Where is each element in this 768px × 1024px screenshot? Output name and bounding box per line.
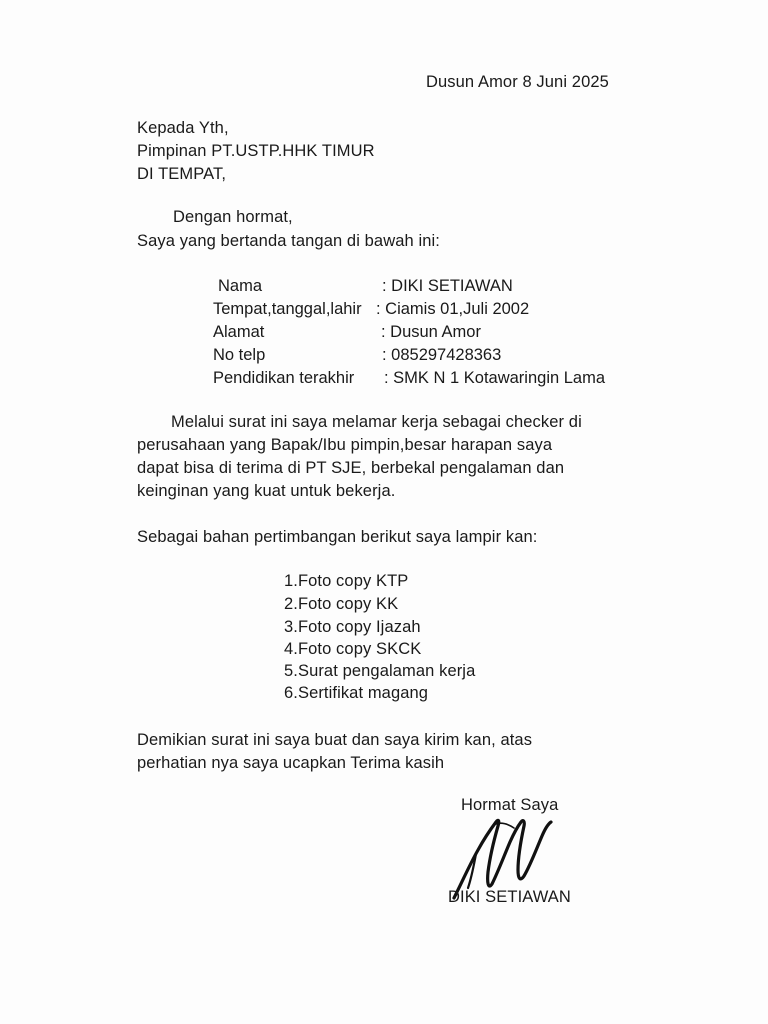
identity-label-pendidikan: Pendidikan terakhir	[213, 369, 355, 387]
attachment-item: 4.Foto copy SKCK	[284, 640, 422, 658]
closing-line-2: perhatian nya saya ucapkan Terima kasih	[137, 754, 445, 772]
identity-label-nama: Nama	[218, 277, 263, 295]
attachment-item: 1.Foto copy KTP	[284, 572, 409, 590]
recipient-line-1: Kepada Yth,	[137, 119, 229, 137]
body-line-1: Melalui surat ini saya melamar kerja sebagai checker di	[171, 413, 582, 431]
attachment-item: 3.Foto copy Ijazah	[284, 618, 421, 636]
identity-value-nama: : DIKI SETIAWAN	[382, 277, 513, 295]
body-line-2: perusahaan yang Bapak/Ibu pimpin,besar harapan saya	[137, 436, 553, 454]
sign-off: Hormat Saya	[461, 796, 559, 814]
intro-sentence: Saya yang bertanda tangan di bawah ini:	[137, 232, 440, 250]
identity-value-ttl: : Ciamis 01,Juli 2002	[376, 300, 530, 318]
salutation: Dengan hormat,	[173, 208, 293, 226]
recipient-line-3: DI TEMPAT,	[137, 165, 227, 183]
closing-line-1: Demikian surat ini saya buat dan saya kirim kan, atas	[137, 731, 533, 749]
identity-label-alamat: Alamat	[213, 323, 265, 341]
identity-label-ttl: Tempat,tanggal,lahir	[213, 300, 362, 318]
attachments-intro: Sebagai bahan pertimbangan berikut saya lampir kan:	[137, 528, 538, 546]
attachment-item: 5.Surat pengalaman kerja	[284, 662, 476, 680]
attachment-item: 6.Sertifikat magang	[284, 684, 429, 702]
body-line-3: dapat bisa di terima di PT SJE, berbekal pengalaman dan	[137, 459, 565, 477]
body-line-4: keinginan yang kuat untuk bekerja.	[137, 482, 396, 500]
attachment-item: 2.Foto copy KK	[284, 595, 399, 613]
place-date: Dusun Amor 8 Juni 2025	[426, 73, 609, 91]
recipient-line-2: Pimpinan PT.USTP.HHK TIMUR	[137, 142, 375, 160]
identity-value-telp: : 085297428363	[382, 346, 502, 364]
identity-value-pendidikan: : SMK N 1 Kotawaringin Lama	[384, 369, 606, 387]
signer-name: DIKI SETIAWAN	[448, 888, 571, 906]
identity-label-telp: No telp	[213, 346, 266, 364]
identity-value-alamat: : Dusun Amor	[381, 323, 481, 341]
